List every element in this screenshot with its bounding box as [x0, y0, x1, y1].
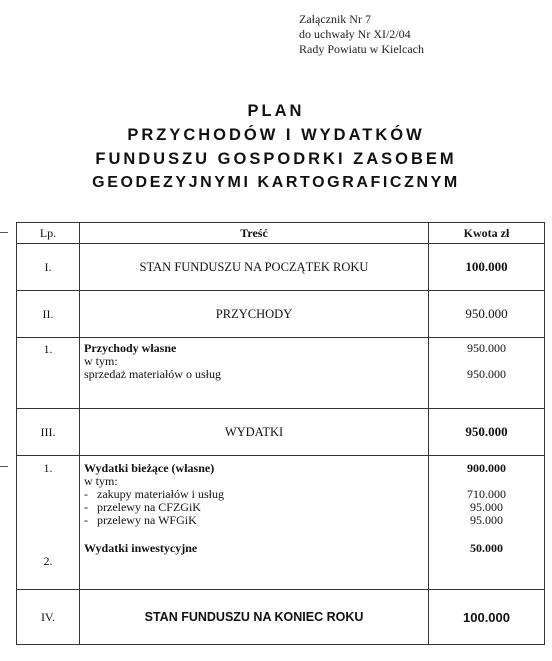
- table-row-III: [17, 409, 545, 456]
- row-I-lp: I.: [17, 244, 80, 291]
- header-amount: Kwota zł: [429, 223, 545, 244]
- row-II-1-sublabel: w tym:: [84, 354, 118, 368]
- table-row-I: [17, 244, 545, 291]
- item-amount: 710.000: [467, 487, 506, 501]
- row-I-label: STAN FUNDUSZU NA POCZĄTEK ROKU: [80, 244, 429, 291]
- document-title: [0, 99, 552, 195]
- row-IV-amount: 100.000: [429, 590, 545, 645]
- margin-mark-top: [0, 232, 8, 233]
- row-III-label: WYDATKI: [80, 409, 429, 456]
- list-item: - przelewy na WFGiK: [84, 513, 197, 527]
- row-III-2-amount: 50.000: [470, 541, 503, 555]
- row-II-lp: II.: [17, 291, 80, 338]
- row-III-1-sublabel: w tym:: [84, 474, 118, 488]
- row-II-1-amount: 950.000: [467, 341, 506, 355]
- row-II-1-lp: 1.: [17, 338, 80, 409]
- table-row-IV: [17, 590, 545, 645]
- row-II-label: PRZYCHODY: [80, 291, 429, 338]
- row-III-1-label: Wydatki bieżące (własne): [84, 461, 215, 475]
- row-II-1-item: sprzedaż materiałów o usług: [84, 367, 221, 381]
- row-II-1-label: Przychody własne: [84, 341, 177, 355]
- row-I-amount: 100.000: [429, 244, 545, 291]
- row-III-amounts: [429, 456, 545, 590]
- title-line-1: PLAN: [247, 102, 305, 120]
- title-line-4: GEODEZYJNYMI KARTOGRAFICZNYM: [92, 174, 460, 191]
- table-row-II: [17, 291, 545, 338]
- header-content: Treść: [80, 223, 429, 244]
- table-header-row: [17, 223, 545, 244]
- annex-line-2: do uchwały Nr XI/2/04: [299, 27, 411, 41]
- row-III-lp-cell: [17, 456, 80, 590]
- row-II-1-content: [80, 338, 429, 409]
- row-IV-lp: IV.: [17, 590, 80, 645]
- row-III-2-label: Wydatki inwestycyjne: [84, 541, 198, 555]
- item-amount: 95.000: [470, 500, 503, 514]
- annex-note: [299, 12, 424, 57]
- table-row-II-1: [17, 338, 545, 409]
- annex-line-3: Rady Powiatu w Kielcach: [299, 42, 424, 56]
- row-II-1-item-amount: 950.000: [467, 367, 506, 381]
- title-line-3: FUNDUSZU GOSPODRKI ZASOBEM: [95, 150, 457, 168]
- row-III-1-amount: 900.000: [467, 461, 506, 475]
- table-row-III-1: [17, 456, 545, 590]
- row-IV-label: STAN FUNDUSZU NA KONIEC ROKU: [80, 590, 429, 645]
- title-line-2: PRZYCHODÓW I WYDATKÓW: [127, 126, 425, 144]
- item-amount: 95.000: [470, 513, 503, 527]
- list-item: - zakupy materiałów i usług: [84, 487, 224, 501]
- row-III-content: [80, 456, 429, 590]
- header-lp: Lp.: [17, 223, 80, 244]
- row-III-lp: III.: [17, 409, 80, 456]
- row-II-amount: 950.000: [429, 291, 545, 338]
- row-II-1-amounts: [429, 338, 545, 409]
- row-III-2-lp: 2.: [43, 554, 53, 568]
- annex-line-1: Załącznik Nr 7: [299, 12, 371, 26]
- row-III-amount: 950.000: [429, 409, 545, 456]
- row-III-1-lp: 1.: [43, 461, 53, 475]
- budget-table: [16, 222, 545, 645]
- list-item: - przelewy na CFZGiK: [84, 500, 201, 514]
- margin-mark-bottom: [0, 466, 8, 467]
